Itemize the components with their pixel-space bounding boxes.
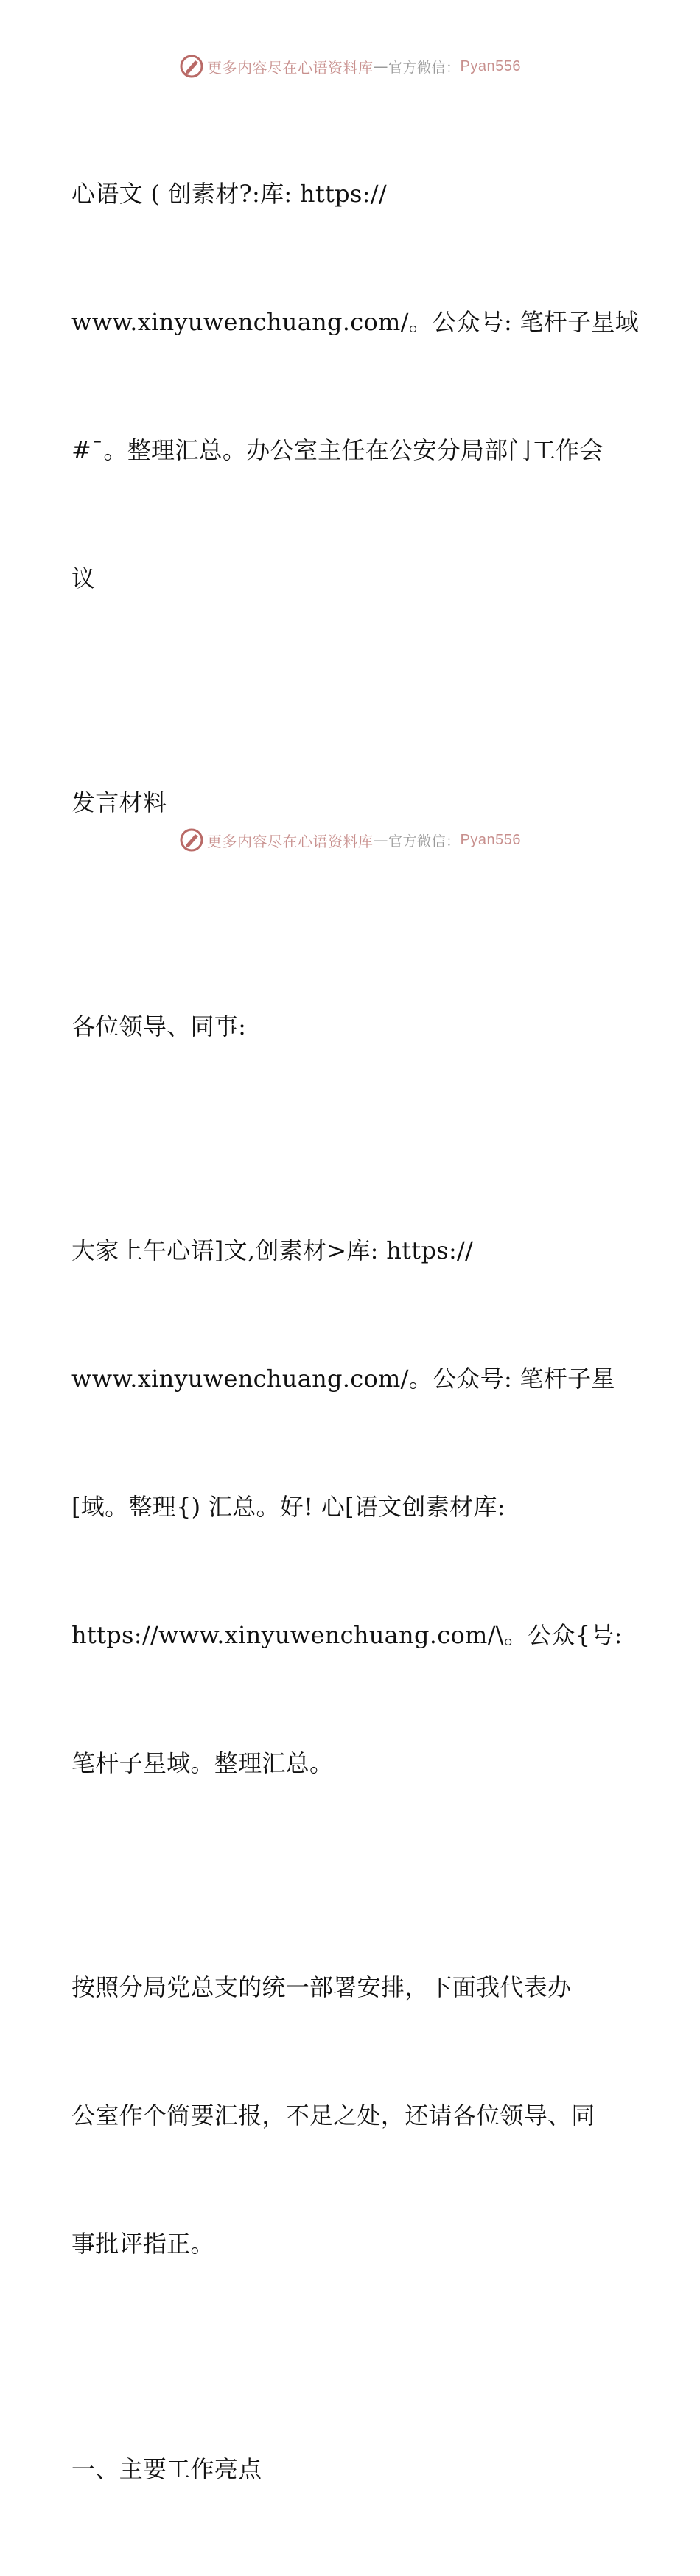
banner-site-text: 更多内容尽在心语资料库	[207, 58, 374, 77]
title-line: #¯。整理汇总。办公室主任在公安分局部门工作会	[71, 436, 603, 464]
paragraph-line: 事批评指正。	[71, 2230, 214, 2258]
paragraph-line: https://www.xinyuwenchuang.com/\。公众{号:	[71, 1621, 623, 1649]
paragraph-line: www.xinyuwenchuang.com/。公众号: 笔杆子星	[71, 1365, 615, 1393]
paragraph-2	[71, 1880, 631, 2351]
greeting	[71, 920, 631, 1133]
paragraph-line: 大家上午心语]文,创素材>库: https://	[71, 1236, 474, 1264]
title-line: 心语文 ( 创素材?:库: https://	[71, 180, 387, 208]
paragraph-line: [域。整理{) 汇总。好! 心[语文创素材库:	[71, 1493, 505, 1521]
paragraph-line: 笔杆子星域。整理汇总。	[71, 1749, 334, 1777]
title-line: 议	[71, 564, 96, 592]
paragraph-1	[71, 1144, 631, 1870]
pen-logo-icon	[179, 827, 204, 853]
document-body	[71, 87, 640, 2576]
paragraph-line: 按照分局党总支的统一部署安排，下面我代表办	[71, 1973, 572, 2001]
banner-dash: —	[373, 57, 388, 75]
banner-wechat-id: Pyan556	[460, 831, 521, 848]
footer-banner	[0, 825, 700, 855]
banner-site-text: 更多内容尽在心语资料库	[207, 832, 374, 850]
section-heading	[71, 2362, 631, 2576]
pen-logo-icon	[179, 54, 204, 79]
title-line: www.xinyuwenchuang.com/。公众号: 笔杆子星域	[71, 308, 640, 336]
document-title	[71, 87, 640, 685]
subtitle-line: 发言材料	[71, 788, 167, 816]
paragraph-line: 公室作个简要汇报，不足之处，还请各位领导、同	[71, 2101, 595, 2129]
header-banner	[0, 52, 700, 81]
document-subtitle	[71, 696, 631, 909]
greeting-line: 各位领导、同事:	[71, 1012, 247, 1040]
banner-wechat-label: 官方微信：	[388, 833, 461, 850]
section-heading-line: 一、主要工作亮点	[71, 2455, 262, 2483]
banner-wechat-label: 官方微信：	[388, 59, 461, 76]
banner-wechat-id: Pyan556	[460, 57, 521, 74]
banner-dash: —	[373, 831, 388, 849]
